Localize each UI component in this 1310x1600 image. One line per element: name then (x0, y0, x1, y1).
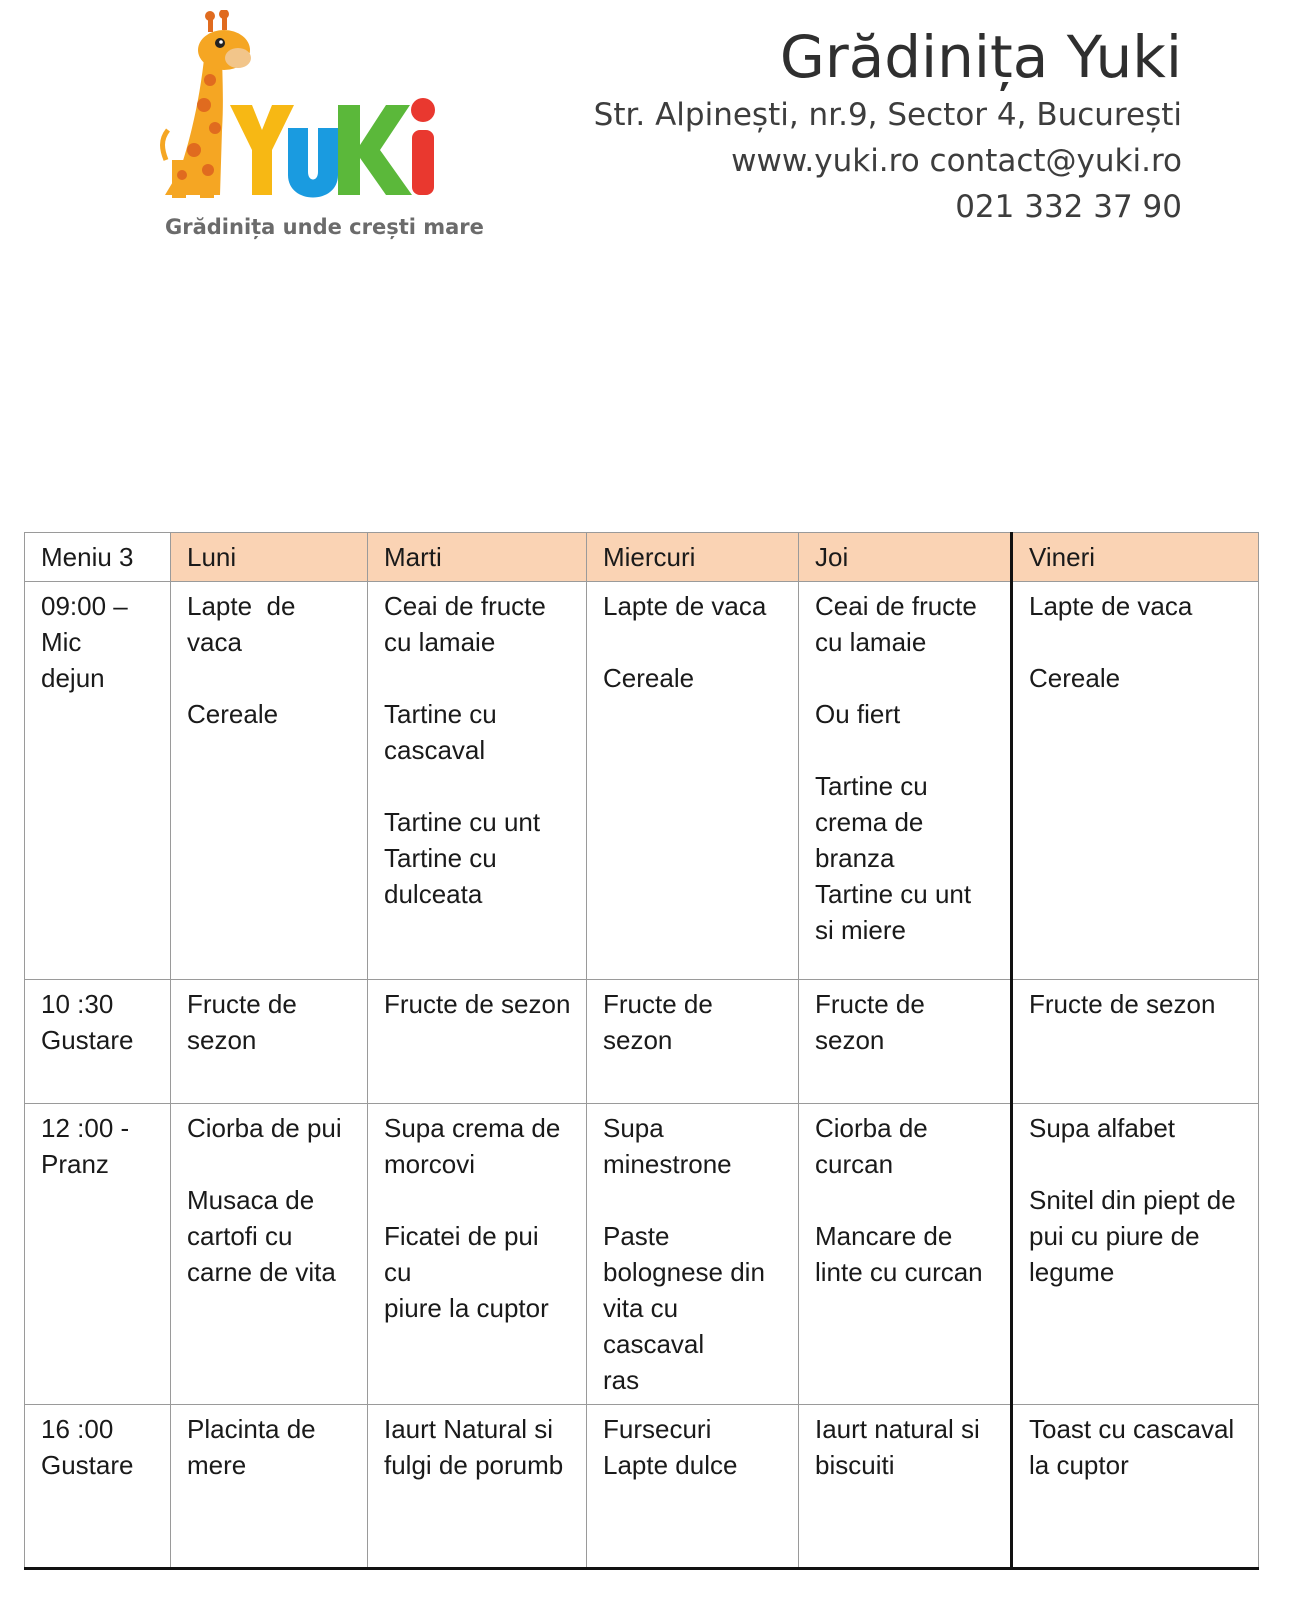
meal-cell (1012, 1104, 1259, 1405)
meal-item-text (1029, 1146, 1244, 1182)
meal-item-text (815, 660, 996, 696)
meal-item-text: piure la cuptor (384, 1293, 549, 1323)
meal-time-text: 16 :00 (41, 1414, 114, 1444)
meal-item-text: carne de vita (187, 1257, 336, 1287)
meal-item-text: Tartine cu unt (815, 879, 972, 909)
meal-item-text: Ciorba de (815, 1113, 928, 1143)
meal-item-text: linte cu curcan (815, 1257, 983, 1287)
meal-cell (799, 1104, 1012, 1405)
meal-item-text: morcovi (384, 1149, 476, 1179)
meal-item-text: curcan (815, 1149, 894, 1179)
meal-item-text (815, 732, 996, 768)
meal-item-text: Tartine cu (815, 771, 928, 801)
meal-item-text: sezon (603, 1025, 673, 1055)
meal-cell (171, 1405, 368, 1569)
meal-cell (799, 1405, 1012, 1569)
meal-cell (799, 980, 1012, 1104)
meal-item-text: biscuiti (815, 1450, 895, 1480)
meal-item-text: ras (603, 1365, 640, 1395)
meal-item-text: Fructe de sezon (1029, 989, 1216, 1019)
meal-item-text: cartofi cu (187, 1221, 293, 1251)
contact-block (594, 22, 1182, 230)
meal-item-text: vita cu cascaval (603, 1293, 705, 1359)
meal-time-text: Pranz (41, 1149, 109, 1179)
meal-item-text: Fructe de sezon (384, 989, 571, 1019)
meal-cell (368, 1405, 587, 1569)
meal-time-cell (25, 582, 171, 980)
meal-time-text: 09:00 – (41, 591, 128, 621)
phone-number: 021 332 37 90 (955, 189, 1182, 225)
meal-item-text: Ceai de fructe (815, 591, 977, 621)
meal-time-cell (25, 1104, 171, 1405)
meal-cell (171, 980, 368, 1104)
meal-item-text: Musaca de (187, 1185, 315, 1215)
table-header-row (25, 533, 1259, 582)
meal-cell (1012, 1405, 1259, 1569)
meal-item-text (603, 624, 784, 660)
web-and-email: www.yuki.ro contact@yuki.ro (731, 143, 1182, 179)
meal-item-text: cascaval (384, 735, 486, 765)
meal-cell (587, 1405, 799, 1569)
kindergarten-name: Grădinița Yuki (779, 23, 1182, 91)
meal-item-text: Placinta de (187, 1414, 316, 1444)
meal-time-cell (25, 980, 171, 1104)
meal-cell (171, 582, 368, 980)
meal-item-text: la cuptor (1029, 1450, 1129, 1480)
meal-item-text: Supa (603, 1113, 664, 1143)
meal-item-text: Ou fiert (815, 699, 901, 729)
giraffe-logo-icon (160, 10, 460, 215)
meal-item-text: Lapte de vaca (1029, 591, 1193, 621)
day-header: Luni (171, 533, 368, 582)
meal-item-text: Tartine cu unt (384, 807, 541, 837)
meal-item-text: fulgi de porumb (384, 1450, 564, 1480)
meal-item-text: Lapte dulce (603, 1450, 738, 1480)
meal-item-text: Iaurt natural si (815, 1414, 980, 1444)
table-row (25, 1405, 1259, 1569)
meal-cell (171, 1104, 368, 1405)
meal-item-text: Iaurt Natural si (384, 1414, 554, 1444)
meal-time-text: Mic (41, 627, 82, 657)
meal-cell (368, 1104, 587, 1405)
meal-item-text: Ceai de fructe (384, 591, 546, 621)
meal-cell (1012, 980, 1259, 1104)
meal-item-text: Toast cu cascaval (1029, 1414, 1235, 1444)
menu-number: Meniu 3 (25, 533, 171, 582)
table-row (25, 980, 1259, 1104)
day-header: Miercuri (587, 533, 799, 582)
meal-item-text: si miere (815, 915, 907, 945)
meal-item-text: dulceata (384, 879, 483, 909)
table-row (25, 1104, 1259, 1405)
meal-item-text: branza (815, 843, 895, 873)
meal-item-text: cu lamaie (815, 627, 927, 657)
meal-item-text: Fursecuri (603, 1414, 712, 1444)
meal-item-text: Cereale (1029, 663, 1121, 693)
day-header: Marti (368, 533, 587, 582)
day-header: Joi (799, 533, 1012, 582)
meal-time-text: Gustare (41, 1450, 134, 1480)
meal-item-text: pui cu piure de (1029, 1221, 1200, 1251)
meal-item-text: Ficatei de pui cu (384, 1221, 546, 1287)
meal-item-text: Supa alfabet (1029, 1113, 1176, 1143)
weekly-menu-table (24, 532, 1259, 1570)
meal-item-text: Lapte de vaca (603, 591, 767, 621)
meal-item-text: Cereale (603, 663, 695, 693)
meal-item-text (384, 768, 572, 804)
address: Str. Alpinești, nr.9, Sector 4, București (593, 97, 1182, 133)
meal-item-text: Snitel din piept de (1029, 1185, 1236, 1215)
meal-item-text: Paste (603, 1221, 670, 1251)
meal-item-text: sezon (187, 1025, 257, 1055)
meal-time-text: 10 :30 (41, 989, 114, 1019)
meal-item-text: Ciorba de pui (187, 1113, 342, 1143)
meal-item-text: Fructe de sezon (815, 989, 933, 1055)
meal-cell (368, 582, 587, 980)
meal-item-text: Supa crema de (384, 1113, 561, 1143)
meal-item-text: legume (1029, 1257, 1115, 1287)
meal-item-text (384, 660, 572, 696)
meal-cell (587, 582, 799, 980)
meal-time-text: 12 :00 - (41, 1113, 130, 1143)
meal-item-text: bolognese din (603, 1257, 765, 1287)
meal-item-text: Tartine cu (384, 843, 497, 873)
meal-time-text: Gustare (41, 1025, 134, 1055)
meal-item-text: Cereale (187, 699, 279, 729)
meal-item-text: Mancare de (815, 1221, 953, 1251)
meal-item-text: Fructe de (603, 989, 713, 1019)
meal-item-text: Lapte de vaca (187, 591, 303, 657)
meal-item-text: crema de (815, 807, 924, 837)
meal-time-cell (25, 1405, 171, 1569)
yuki-logo (160, 10, 484, 245)
meal-item-text (603, 1182, 784, 1218)
meal-item-text (815, 1182, 996, 1218)
meal-cell (1012, 582, 1259, 980)
meal-item-text (187, 1146, 353, 1182)
meal-item-text: cu lamaie (384, 627, 496, 657)
meal-cell (587, 980, 799, 1104)
meal-item-text: Fructe de (187, 989, 297, 1019)
meal-cell (587, 1104, 799, 1405)
meal-item-text: minestrone (603, 1149, 732, 1179)
meal-item-text (384, 1182, 572, 1218)
meal-item-text (1029, 624, 1244, 660)
day-header: Vineri (1012, 533, 1259, 582)
meal-cell (799, 582, 1012, 980)
meal-item-text: Tartine cu (384, 699, 497, 729)
meal-item-text (187, 660, 353, 696)
logo-tagline: Grădinița unde crești mare (165, 215, 484, 239)
table-row (25, 582, 1259, 980)
meal-item-text: mere (187, 1450, 247, 1480)
meal-cell (368, 980, 587, 1104)
meal-time-text: dejun (41, 663, 105, 693)
